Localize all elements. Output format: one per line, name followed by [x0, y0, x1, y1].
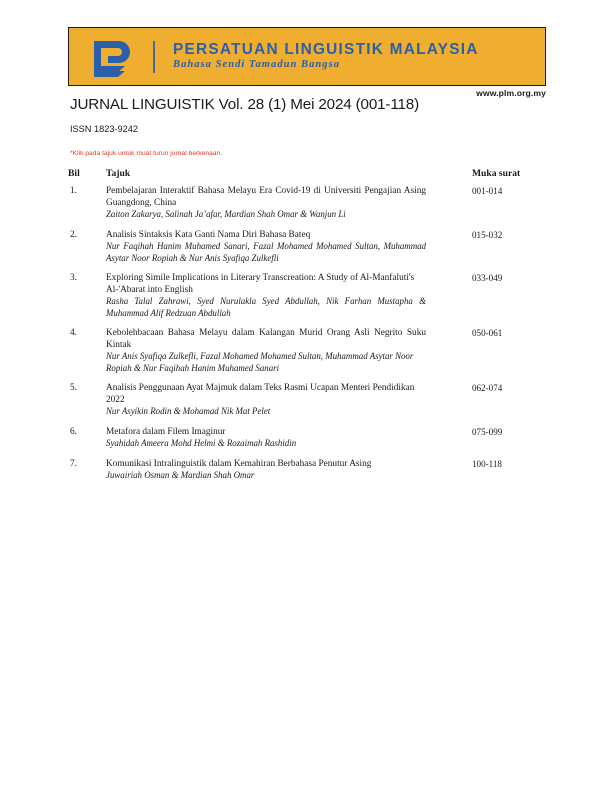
- organization-banner: [68, 27, 546, 86]
- entry-number: 5.: [70, 383, 77, 393]
- entry-pages: 100-118: [472, 458, 502, 469]
- entry-authors: Nur Asyikin Rodin & Mohamad Nik Mat Pelet: [106, 406, 271, 417]
- plm-monogram-logo-icon: [69, 37, 153, 77]
- entry-body: [106, 328, 426, 374]
- entry-pages: 033-049: [472, 273, 503, 283]
- entry-authors: Juwairiah Osman & Mardian Shah Omar: [106, 470, 255, 481]
- entry-body: [106, 427, 426, 450]
- table-row[interactable]: [68, 328, 546, 374]
- entry-number: 2.: [70, 229, 77, 240]
- entry-body: [106, 459, 426, 482]
- banner-text-block: [173, 42, 479, 71]
- entry-authors: Nur Faqihah Hanim Muhamed Sanari, Fazal Mohamed Mohamed Sultan, Muhammad Asytar Noor Ropiah & Nur Anis Syafiqa Zulkefli: [106, 241, 426, 263]
- organization-name: PERSATUAN LINGUISTIK MALAYSIA: [173, 41, 479, 58]
- entry-number: 6.: [70, 426, 77, 437]
- entry-title[interactable]: Pembelajaran Interaktif Bahasa Melayu Era Covid-19 di Universiti Pengajian Asing Guangdong, China: [106, 186, 426, 208]
- table-row[interactable]: [68, 427, 546, 450]
- page-title: JURNAL LINGUISTIK Vol. 28 (1) Mei 2024 (001-118): [70, 96, 420, 113]
- entry-body: [106, 383, 426, 418]
- banner-divider: [153, 41, 155, 73]
- entry-title[interactable]: Kebolehbacaan Bahasa Melayu dalam Kalangan Murid Orang Asli Negrito Suku Kintak: [106, 328, 426, 350]
- entry-body: [106, 186, 426, 221]
- table-of-contents: [68, 168, 546, 491]
- table-row[interactable]: [68, 459, 546, 482]
- entry-title[interactable]: Analisis Sintaksis Kata Ganti Nama Diri Bahasa Bateq: [106, 229, 311, 240]
- website-url[interactable]: www.plm.org.my: [476, 88, 546, 98]
- entry-number: 7.: [70, 458, 77, 469]
- entry-pages: 062-074: [472, 383, 503, 393]
- column-header-title: Tajuk: [106, 168, 131, 179]
- table-row[interactable]: [68, 186, 546, 221]
- download-note: *Klik pada tajuk untuk muat turun jurnal berkenaan.: [70, 150, 223, 157]
- entry-body: [106, 230, 426, 264]
- entry-title[interactable]: Analisis Penggunaan Ayat Majmuk dalam Teks Rasmi Ucapan Menteri Pendidikan 2022: [106, 383, 415, 405]
- table-row[interactable]: [68, 273, 546, 319]
- entry-pages: 075-099: [472, 426, 503, 437]
- entry-body: [106, 273, 426, 319]
- organization-tagline: Bahasa Sendi Tamadun Bangsa: [173, 59, 341, 71]
- entry-title[interactable]: Exploring Simile Implications in Literary Transcreation: A Study of Al-Manfaluti's Al-'Abarat into English: [106, 273, 415, 295]
- table-row[interactable]: [68, 230, 546, 264]
- entry-number: 4.: [70, 328, 77, 338]
- entry-pages: 050-061: [472, 328, 503, 338]
- entry-number: 1.: [70, 186, 77, 196]
- entry-number: 3.: [70, 273, 77, 283]
- entry-authors: Zaiton Zakarya, Salinah Ja’afar, Mardian Shah Omar & Wanjun Li: [106, 209, 346, 220]
- entry-authors: Syahidah Ameera Mohd Helmi & Rozaimah Rashidin: [106, 438, 297, 449]
- entry-pages: 001-014: [472, 186, 503, 196]
- issn-label: ISSN 1823-9242: [70, 124, 138, 134]
- entry-authors: Nur Anis Syafiqa Zulkefli, Fazal Mohamed Mohamed Sultan, Muhammad Asytar Noor Ropiah & Nur Faqihah Hanim Muhamed Sanari: [106, 351, 414, 373]
- column-header-number: Bil: [68, 168, 80, 179]
- entry-title[interactable]: Komunikasi Intralinguistik dalam Kemahiran Berbahasa Penutur Asing: [106, 458, 372, 469]
- table-row[interactable]: [68, 383, 546, 418]
- entry-title[interactable]: Metafora dalam Filem Imaginur: [106, 426, 226, 437]
- toc-header-row: [68, 168, 546, 186]
- column-header-pages: Muka surat: [472, 168, 521, 179]
- entry-authors: Rasha Talal Zahrawi, Syed Nurulakla Syed Abdullah, Nik Farhan Mustapha & Muhammad Alif Redzuan Abdullah: [106, 296, 426, 318]
- entry-pages: 015-032: [472, 229, 503, 240]
